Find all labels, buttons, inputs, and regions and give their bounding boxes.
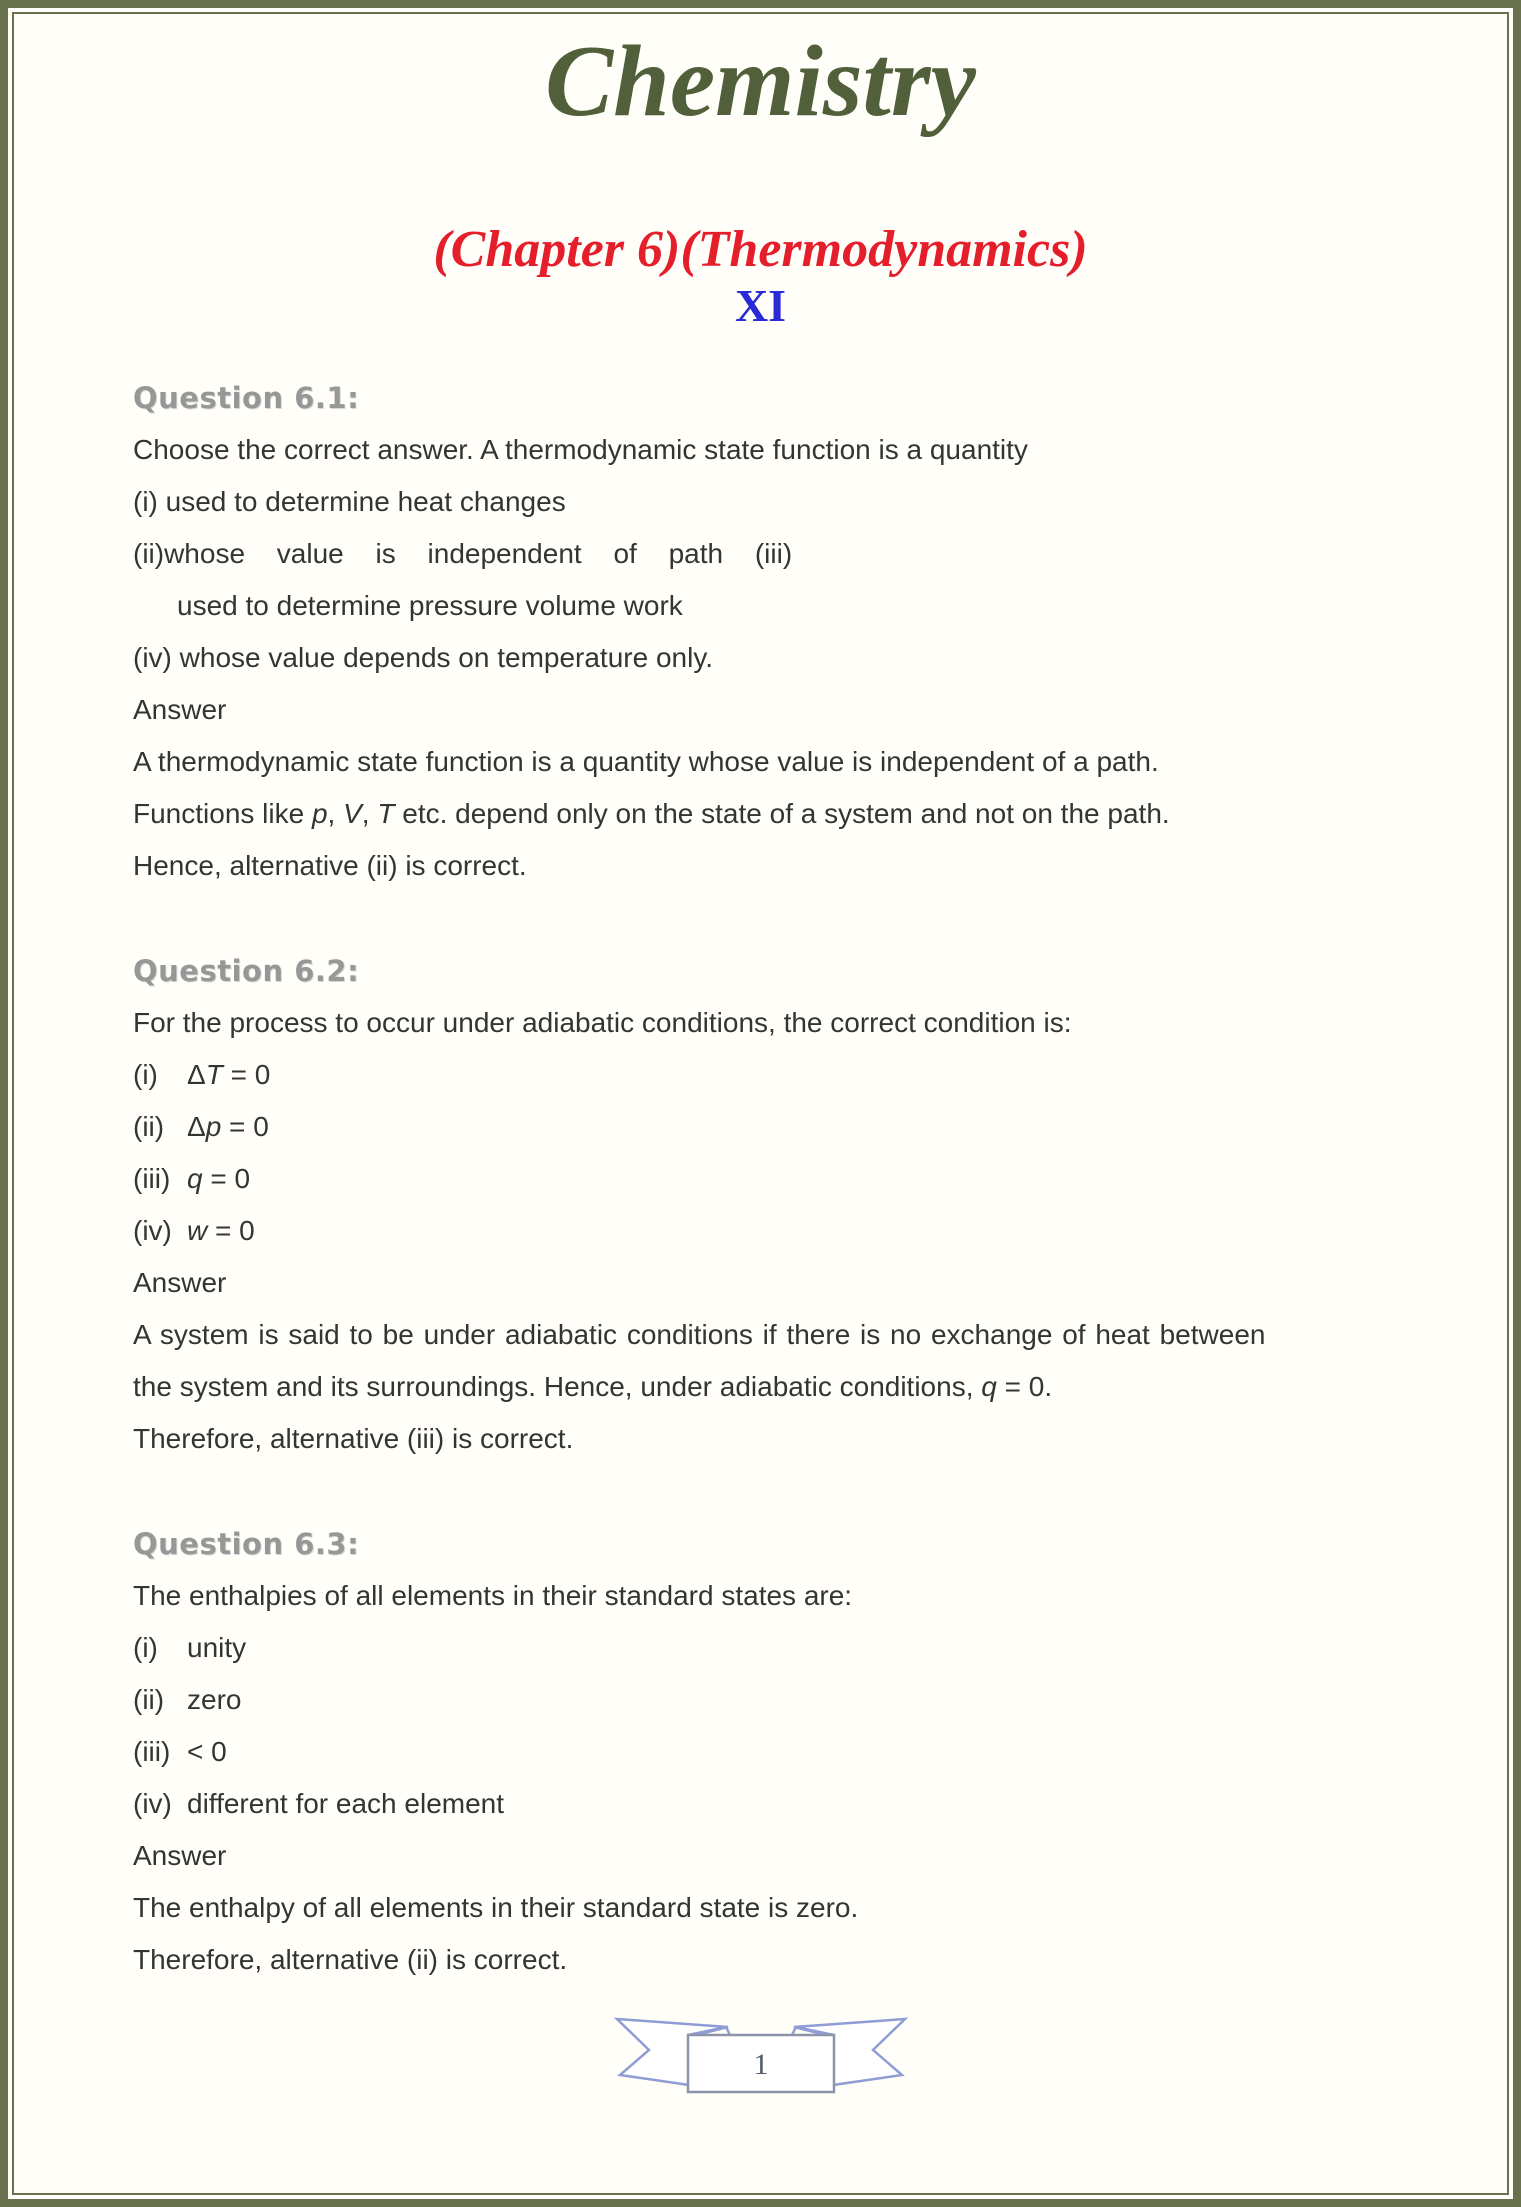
option-label: (ii) [133,1683,165,1715]
text-segment: etc. depend only on the state of a system and not on the path. [394,797,1170,829]
text-segment: Hence, alternative (ii) is correct. [133,849,527,881]
text-segment: = 0 [202,1162,251,1194]
chapter-subtitle: (Chapter 6)(Thermodynamics) [433,221,1088,279]
text-segment: = 0 [221,1110,269,1142]
question-block [133,945,1385,1465]
text-line [133,1778,1385,1830]
variable-text: q [187,1162,203,1194]
text-line [133,1309,1385,1361]
text-segment: Δ [187,1058,206,1090]
text-line [133,1049,1385,1101]
option-label: (ii) [133,1110,165,1142]
variable-text: V [343,797,362,829]
text-segment: = 0. [996,1370,1053,1402]
text-line [133,840,1385,892]
variable-text: q [981,1370,997,1402]
option-label: (i) [133,1058,158,1090]
text-segment: different for each element [187,1787,505,1819]
text-line [133,1830,1385,1882]
questions-container [133,372,1385,1986]
text-line [133,1726,1385,1778]
page-number-ribbon [596,2012,926,2122]
variable-text: T [377,797,395,829]
text-line [133,632,1385,684]
text-segment: < 0 [187,1735,227,1767]
text-segment: The enthalpies of all elements in their standard states are: [133,1579,853,1611]
text-line [133,997,1385,1049]
question-heading: Question 6.1: [133,380,360,415]
text-line [133,788,1385,840]
question-heading: Question 6.2: [133,953,360,988]
page-footer [8,2012,1513,2127]
text-segment: (ii)whose value is independent of path (iii) [133,537,793,569]
option-label: (iii) [133,1735,171,1767]
text-segment: zero [187,1683,242,1715]
text-segment: (iv) whose value depends on temperature only. [133,641,714,673]
text-segment: Therefore, alternative (ii) is correct. [133,1943,568,1975]
variable-text: p [311,797,328,829]
question-heading: Question 6.3: [133,1526,360,1561]
text-line [133,1257,1385,1309]
text-line [133,424,1385,476]
option-label: (iv) [133,1787,172,1819]
text-line [133,1101,1385,1153]
text-segment: , [361,797,378,829]
text-line [133,1570,1385,1622]
text-line [133,1882,1385,1934]
text-segment: Δ [187,1110,206,1142]
text-line [133,1361,1385,1413]
text-segment: Answer [133,1266,227,1298]
text-segment: the system and its surroundings. Hence, under adiabatic conditions, [133,1370,982,1402]
text-line [133,1674,1385,1726]
class-label: XI [734,279,787,331]
text-segment: used to determine pressure volume work [177,589,683,621]
text-line [133,736,1385,788]
question-block [133,372,1385,892]
text-line [133,684,1385,736]
text-segment: Therefore, alternative (iii) is correct. [133,1422,574,1454]
text-segment: unity [187,1631,247,1663]
text-segment: , [327,797,344,829]
text-segment: Answer [133,693,227,725]
text-line [133,1622,1385,1674]
text-segment: (i) used to determine heat changes [133,485,566,517]
page-title: Chemistry [545,25,976,138]
option-label: (iv) [133,1214,172,1246]
text-segment: Choose the correct answer. A thermodynamic state function is a quantity [133,433,1028,465]
page-number: 1 [753,2047,768,2081]
text-segment: A thermodynamic state function is a quantity whose value is independent of a path. [133,745,1159,777]
option-label: (i) [133,1631,158,1663]
variable-text: p [205,1110,222,1142]
text-line [133,580,1385,632]
text-line [133,1413,1385,1465]
text-line [133,1205,1385,1257]
text-segment: = 0 [222,1058,271,1090]
text-segment: = 0 [207,1214,255,1246]
option-label: (iii) [133,1162,171,1194]
question-block [133,1518,1385,1986]
text-segment: For the process to occur under adiabatic conditions, the correct condition is: [133,1006,1072,1038]
text-line [133,1934,1385,1986]
text-segment: The enthalpy of all elements in their standard state is zero. [133,1891,859,1923]
variable-text: w [187,1214,208,1246]
text-segment: A system is said to be under adiabatic conditions if there is no exchange of heat between [133,1318,1266,1350]
page-header [8,25,1513,331]
text-segment: Functions like [133,797,312,829]
text-line [133,528,1385,580]
text-line [133,1153,1385,1205]
variable-text: T [205,1058,223,1090]
text-segment: Answer [133,1839,227,1871]
text-line [133,476,1385,528]
